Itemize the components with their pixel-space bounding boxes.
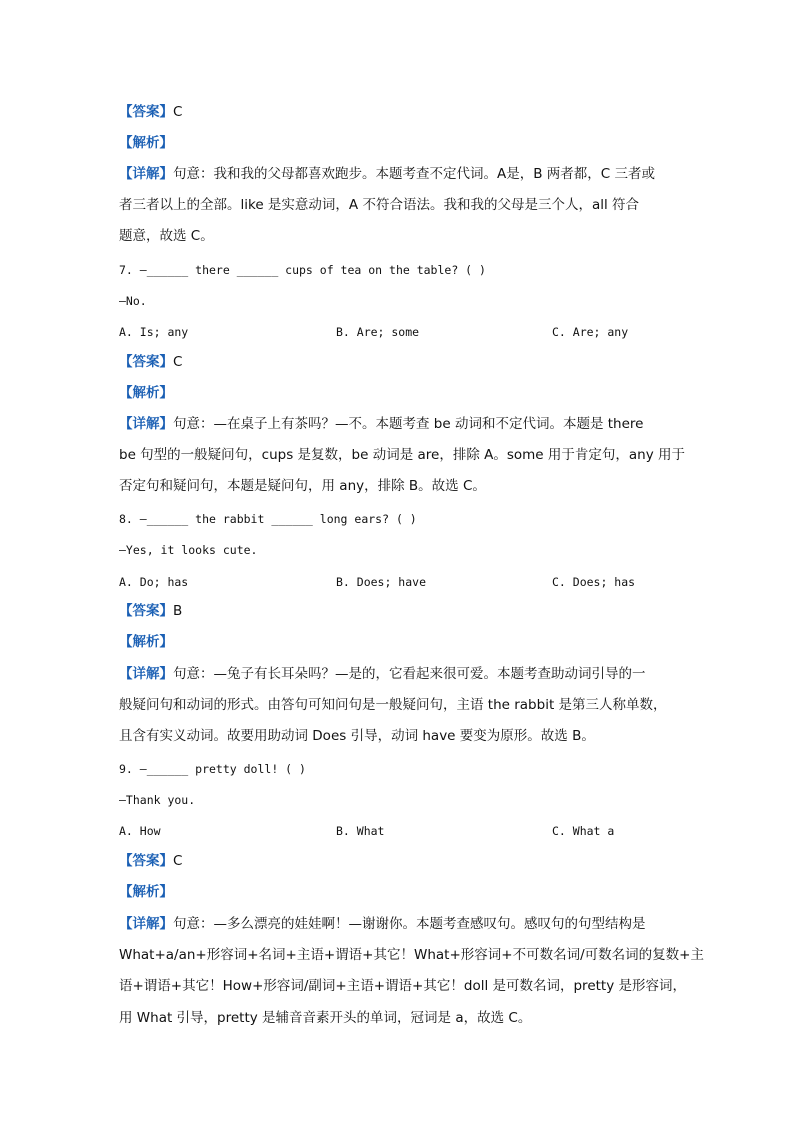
- analysis-label: 【解析】: [119, 135, 173, 151]
- q8-option-a: A. Do; has: [119, 575, 189, 589]
- answer-label: 【答案】: [119, 104, 173, 120]
- q7-option-c: C. Are; any: [552, 325, 629, 339]
- q8-detail-text-1: 句意：—兔子有长耳朵吗？—是的，它看起来很可爱。本题考查助动词引导的一: [173, 666, 646, 682]
- q9-detail-line-3: 语+谓语+其它！How+形容词/副词+主语+谓语+其它！doll 是可数名词，pretty 是形容词，: [119, 978, 686, 994]
- q6-analysis-line: [119, 133, 689, 153]
- q8-answer-line: [119, 601, 689, 621]
- q8-stem: 8. —______ the rabbit ______ long ears? ( ): [119, 512, 417, 526]
- q7-detail-line-1: [119, 414, 689, 434]
- q7-analysis-line: [119, 383, 689, 403]
- q7-option-a: A. Is; any: [119, 325, 189, 339]
- q9-stem: 9. —______ pretty doll! ( ): [119, 762, 306, 776]
- answer-label: 【答案】: [119, 603, 173, 619]
- q9-option-c: C. What a: [552, 824, 615, 838]
- analysis-label: 【解析】: [119, 634, 173, 650]
- q9-detail-line-1: [119, 914, 689, 934]
- q9-detail-line-2: What+a/an+形容词+名词+主语+谓语+其它！What+形容词+不可数名词/可数名词的复数+主: [119, 947, 704, 963]
- q6-answer-line: [119, 102, 689, 122]
- q6-detail-text-1: 句意：我和我的父母都喜欢跑步。本题考查不定代词。A是，B 两者都，C 三者或: [173, 166, 656, 182]
- q9-reply: —Thank you.: [119, 793, 196, 807]
- q8-option-b: B. Does; have: [336, 575, 427, 589]
- q8-reply: —Yes, it looks cute.: [119, 543, 258, 557]
- q7-reply: —No.: [119, 294, 147, 308]
- q8-detail-line-1: [119, 664, 689, 684]
- q9-answer: C: [173, 853, 183, 869]
- q7-stem: 7. —______ there ______ cups of tea on the table? ( ): [119, 263, 486, 277]
- q9-option-b: B. What: [336, 824, 385, 838]
- q9-detail-text-1: 句意：—多么漂亮的娃娃啊！—谢谢你。本题考查感叹句。感叹句的句型结构是: [173, 916, 646, 932]
- q7-answer-line: [119, 352, 689, 372]
- q7-answer: C: [173, 354, 183, 370]
- q8-detail-line-3: 且含有实义动词。故要用助动词 Does 引导，动词 have 要变为原形。故选 B。: [119, 728, 595, 744]
- q8-answer: B: [173, 603, 183, 619]
- q8-detail-line-2: 般疑问句和动词的形式。由答句可知问句是一般疑问句，主语 the rabbit 是第三人称单数，: [119, 697, 667, 713]
- q9-answer-line: [119, 851, 689, 871]
- q7-detail-text-1: 句意：—在桌子上有茶吗？—不。本题考查 be 动词和不定代词。本题是 there: [173, 416, 644, 432]
- q7-detail-line-2: be 句型的一般疑问句，cups 是复数，be 动词是 are，排除 A。some 用于肯定句，any 用于: [119, 447, 686, 463]
- detail-label: 【详解】: [119, 666, 173, 682]
- detail-label: 【详解】: [119, 916, 173, 932]
- q9-detail-line-4: 用 What 引导，pretty 是辅音音素开头的单词，冠词是 a，故选 C。: [119, 1010, 532, 1026]
- analysis-label: 【解析】: [119, 385, 173, 401]
- q6-detail-line-3: 题意，故选 C。: [119, 228, 214, 244]
- q8-option-c: C. Does; has: [552, 575, 636, 589]
- q7-detail-line-3: 否定句和疑问句，本题是疑问句，用 any，排除 B。故选 C。: [119, 478, 486, 494]
- q7-option-b: B. Are; some: [336, 325, 420, 339]
- answer-label: 【答案】: [119, 354, 173, 370]
- analysis-label: 【解析】: [119, 884, 173, 900]
- detail-label: 【详解】: [119, 416, 173, 432]
- q6-answer: C: [173, 104, 183, 120]
- q9-analysis-line: [119, 882, 689, 902]
- q6-detail-line-1: [119, 164, 689, 184]
- q9-option-a: A. How: [119, 824, 161, 838]
- q6-detail-line-2: 者三者以上的全部。like 是实意动词，A 不符合语法。我和我的父母是三个人，all 符合: [119, 197, 640, 213]
- q8-analysis-line: [119, 632, 689, 652]
- detail-label: 【详解】: [119, 166, 173, 182]
- answer-label: 【答案】: [119, 853, 173, 869]
